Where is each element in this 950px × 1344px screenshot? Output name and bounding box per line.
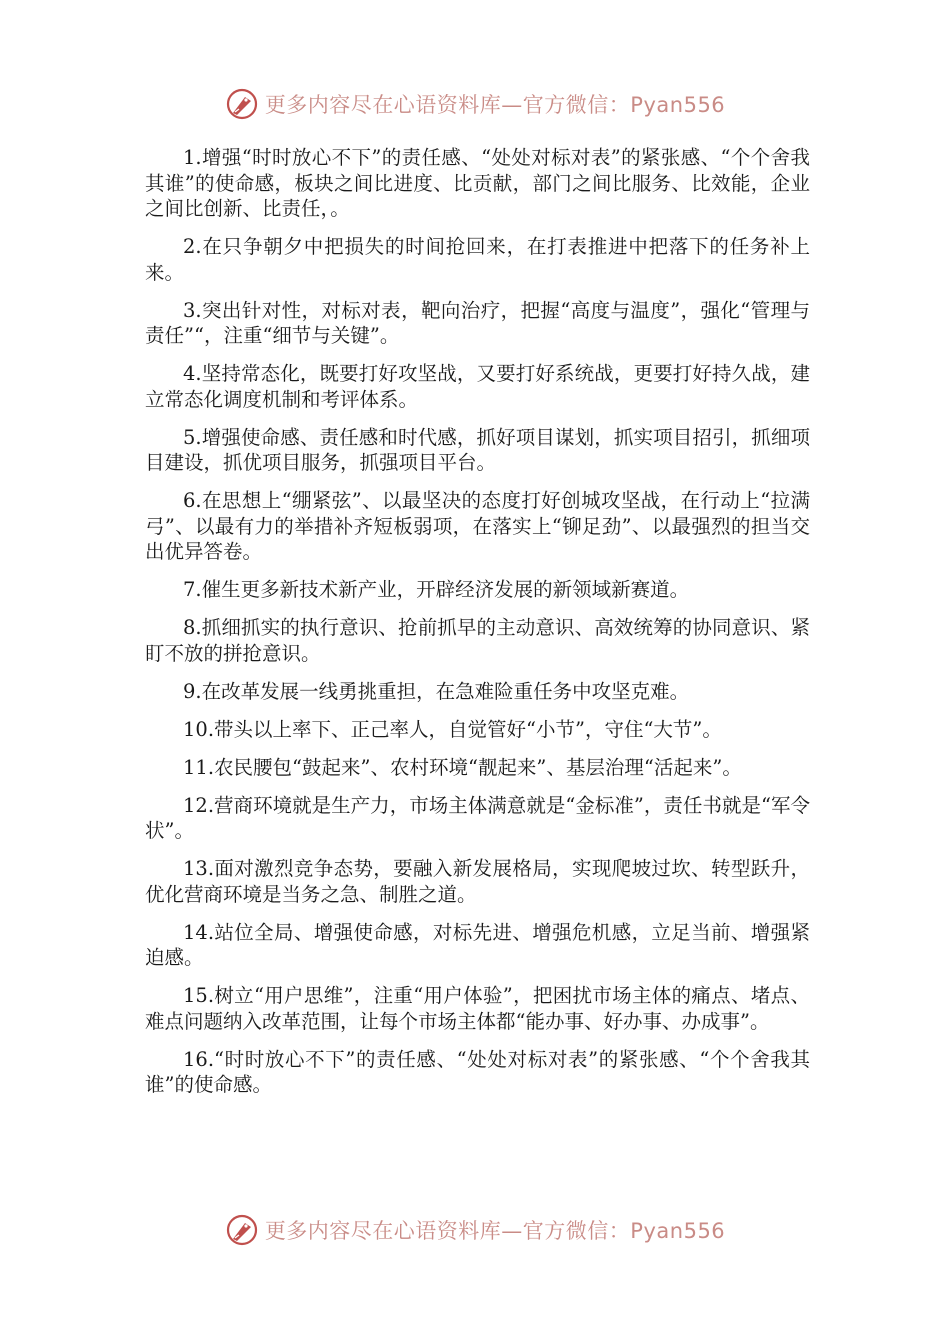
- list-item: 8.抓细抓实的执行意识、抢前抓早的主动意识、高效统筹的协同意识、紧盯不放的拼抢意识。: [145, 616, 810, 665]
- list-item: 16.“时时放心不下”的责任感、“处处对标对表”的紧张感、“个个舍我其谁”的使命感。: [145, 1047, 810, 1096]
- list-item: 10.带头以上率下、正己率人，自觉管好“小节”，守住“大节”。: [183, 717, 722, 741]
- pen-nib-logo-icon: [225, 87, 259, 121]
- list-item: 5.增强使命感、责任感和时代感，抓好项目谋划，抓实项目招引，抓细项目建设，抓优项目服务，抓强项目平台。: [145, 425, 810, 474]
- document-body: [145, 145, 810, 1110]
- pen-nib-logo-icon: [225, 1213, 259, 1247]
- list-item: 15.树立“用户思维”，注重“用户体验”，把困扰市场主体的痛点、堵点、难点问题纳入改革范围，让每个市场主体都“能办事、好办事、办成事”。: [145, 984, 810, 1033]
- header-text: 更多内容尽在心语资料库—官方微信：Pyan556: [264, 93, 726, 117]
- list-item: 2.在只争朝夕中把损失的时间抢回来，在打表推进中把落下的任务补上来。: [145, 235, 810, 284]
- list-item: 3.突出针对性，对标对表，靶向治疗，把握“高度与温度”，强化“管理与责任”“，注重“细节与关键”。: [145, 298, 810, 347]
- list-item: 11.农民腰包“鼓起来”、农村环境“靓起来”、基层治理“活起来”。: [183, 755, 742, 779]
- list-item: 13.面对激烈竞争态势，要融入新发展格局，实现爬坡过坎、转型跃升，优化营商环境是当务之急、制胜之道。: [145, 857, 810, 906]
- footer-text: 更多内容尽在心语资料库—官方微信：Pyan556: [264, 1219, 726, 1243]
- list-item: 12.营商环境就是生产力，市场主体满意就是“金标准”，责任书就是“军令状”。: [145, 793, 810, 842]
- list-item: 1.增强“时时放心不下”的责任感、“处处对标对表”的紧张感、“个个舍我其谁”的使命感，板块之间比进度、比贡献，部门之间比服务、比效能，企业之间比创新、比责任，。: [145, 146, 810, 220]
- list-item: 4.坚持常态化，既要打好攻坚战，又要打好系统战，更要打好持久战，建立常态化调度机制和考评体系。: [145, 362, 810, 411]
- list-item: 9.在改革发展一线勇挑重担，在急难险重任务中攻坚克难。: [183, 679, 690, 703]
- footer-banner: [0, 1208, 950, 1252]
- list-item: 6.在思想上“绷紧弦”、以最坚决的态度打好创城攻坚战，在行动上“拉满弓”、以最有力的举措补齐短板弱项，在落实上“铆足劲”、以最强烈的担当交出优异答卷。: [145, 489, 810, 563]
- header-banner: [0, 82, 950, 126]
- list-item: 7.催生更多新技术新产业，开辟经济发展的新领域新赛道。: [183, 578, 690, 601]
- list-item: 14.站位全局、增强使命感，对标先进、增强危机感，立足当前、增强紧迫感。: [145, 920, 810, 969]
